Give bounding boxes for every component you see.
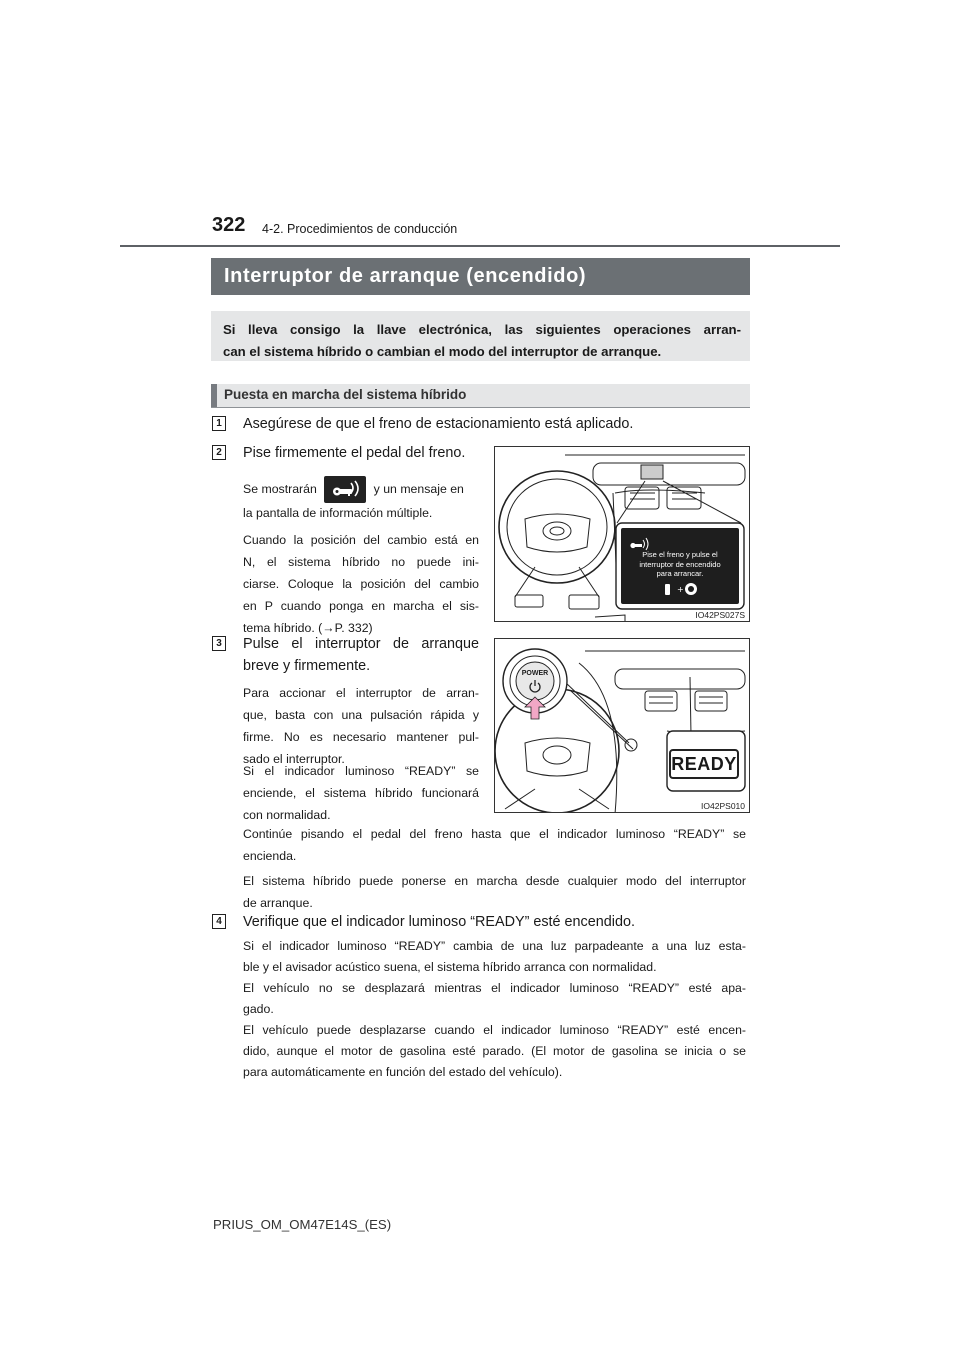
- note-line: El vehículo no se desplazará mientras el indicador luminoso “READY” esté apa-: [243, 981, 746, 995]
- subheading-text: Puesta en marcha del sistema híbrido: [224, 387, 467, 402]
- note-line: El sistema híbrido puede ponerse en marcha desde cualquier modo del interruptor: [243, 874, 746, 888]
- section-subheading: [211, 384, 750, 408]
- ready-indicator: READY: [669, 749, 739, 779]
- note-text: y un mensaje en: [373, 482, 464, 496]
- figure-code: IO42PS010: [701, 801, 745, 811]
- intro-box: [211, 311, 750, 361]
- step-text: Verifique que el indicador luminoso “READY” esté encendido.: [243, 914, 635, 930]
- power-switch-illustration: [495, 639, 750, 813]
- note-line: ble y el avisador acústico suena, el sistema híbrido arranca con normalidad.: [243, 960, 657, 974]
- key-warning-icon: [324, 476, 366, 503]
- note-line: dido, aunque el motor de gasolina esté parado. (El motor de gasolina se inicia o se: [243, 1044, 746, 1058]
- note-line: para automáticamente en función del estado del vehículo).: [243, 1065, 563, 1079]
- figure-power-switch: [494, 638, 750, 813]
- figure-code: IO42PS027S: [695, 610, 745, 620]
- step-number: 2: [212, 445, 226, 460]
- step-note: [243, 936, 746, 1083]
- svg-text:+: +: [677, 585, 684, 594]
- note-line: de arranque.: [243, 896, 313, 910]
- note-line: con normalidad.: [243, 808, 331, 822]
- note-line: ciarse. Coloque la posición del cambio: [243, 577, 479, 591]
- step-text: Pise firmemente el pedal del freno.: [243, 445, 466, 461]
- intro-line: Si lleva consigo la llave electrónica, las siguientes operaciones arran-: [223, 322, 741, 337]
- footer-code: PRIUS_OM_OM47E14S_(ES): [213, 1217, 392, 1232]
- note-line: N, el sistema híbrido no puede ini-: [243, 555, 479, 569]
- step-text: [243, 633, 479, 677]
- step-note: [243, 529, 479, 639]
- step-note: [243, 760, 479, 826]
- step-line: Pulse el interruptor de arranque: [243, 636, 479, 652]
- note-line: encienda.: [243, 849, 297, 863]
- note-line: Para accionar el interruptor de arran-: [243, 686, 479, 700]
- steering-wheel-illustration: [495, 447, 750, 622]
- header-rule: [120, 245, 840, 247]
- step-number: 3: [212, 636, 226, 651]
- note-text: la pantalla de información múltiple.: [243, 506, 433, 520]
- note-line: gado.: [243, 1002, 274, 1016]
- page-number: 322: [212, 214, 246, 236]
- power-button-icon: [527, 679, 543, 693]
- note-line: que, basta con una pulsación rápida y: [243, 708, 479, 722]
- figure-steering-display: [494, 446, 750, 622]
- step-text: Asegúrese de que el freno de estacionamiento está aplicado.: [243, 416, 634, 432]
- note-line: Si el indicador luminoso “READY” cambia de una luz parpadeante a una luz esta-: [243, 939, 746, 953]
- display-line: Pise el freno y pulse el: [642, 550, 718, 559]
- brake-power-icon: [661, 581, 701, 597]
- section-label: 4-2. Procedimientos de conducción: [262, 222, 458, 236]
- note-line: tema híbrido. (→P. 332): [243, 621, 373, 635]
- power-label: POWER: [521, 670, 549, 677]
- note-line: El vehículo puede desplazarse cuando el indicador luminoso “READY” esté encen-: [243, 1023, 746, 1037]
- note-line: firme. No es necesario mantener pul-: [243, 730, 479, 744]
- step-note: [243, 823, 746, 914]
- note-line: sado el interruptor.: [243, 752, 345, 766]
- display-message: [621, 550, 739, 579]
- note-line: Continúe pisando el pedal del freno hasta que el indicador luminoso “READY” se: [243, 827, 746, 841]
- note-line: enciende, el sistema híbrido funcionará: [243, 786, 479, 800]
- note-line: Si el indicador luminoso “READY” se: [243, 764, 479, 778]
- subheading-bar: [211, 384, 217, 407]
- step-line: breve y firmemente.: [243, 658, 371, 674]
- display-line: para arrancar.: [656, 569, 704, 578]
- step-note: [243, 682, 479, 770]
- page-title: Interruptor de arranque (encendido): [211, 258, 750, 295]
- note-line: en P cuando ponga en marcha el sis-: [243, 599, 479, 613]
- step-note: [243, 476, 479, 524]
- note-line: Cuando la posición del cambio está en: [243, 533, 479, 547]
- step-number: 1: [212, 416, 226, 431]
- display-line: interruptor de encendido: [639, 559, 721, 569]
- step-number: 4: [212, 914, 226, 929]
- intro-line: can el sistema híbrido o cambian el modo del interruptor de arranque.: [223, 344, 662, 359]
- note-text: Se mostrarán: [243, 482, 317, 496]
